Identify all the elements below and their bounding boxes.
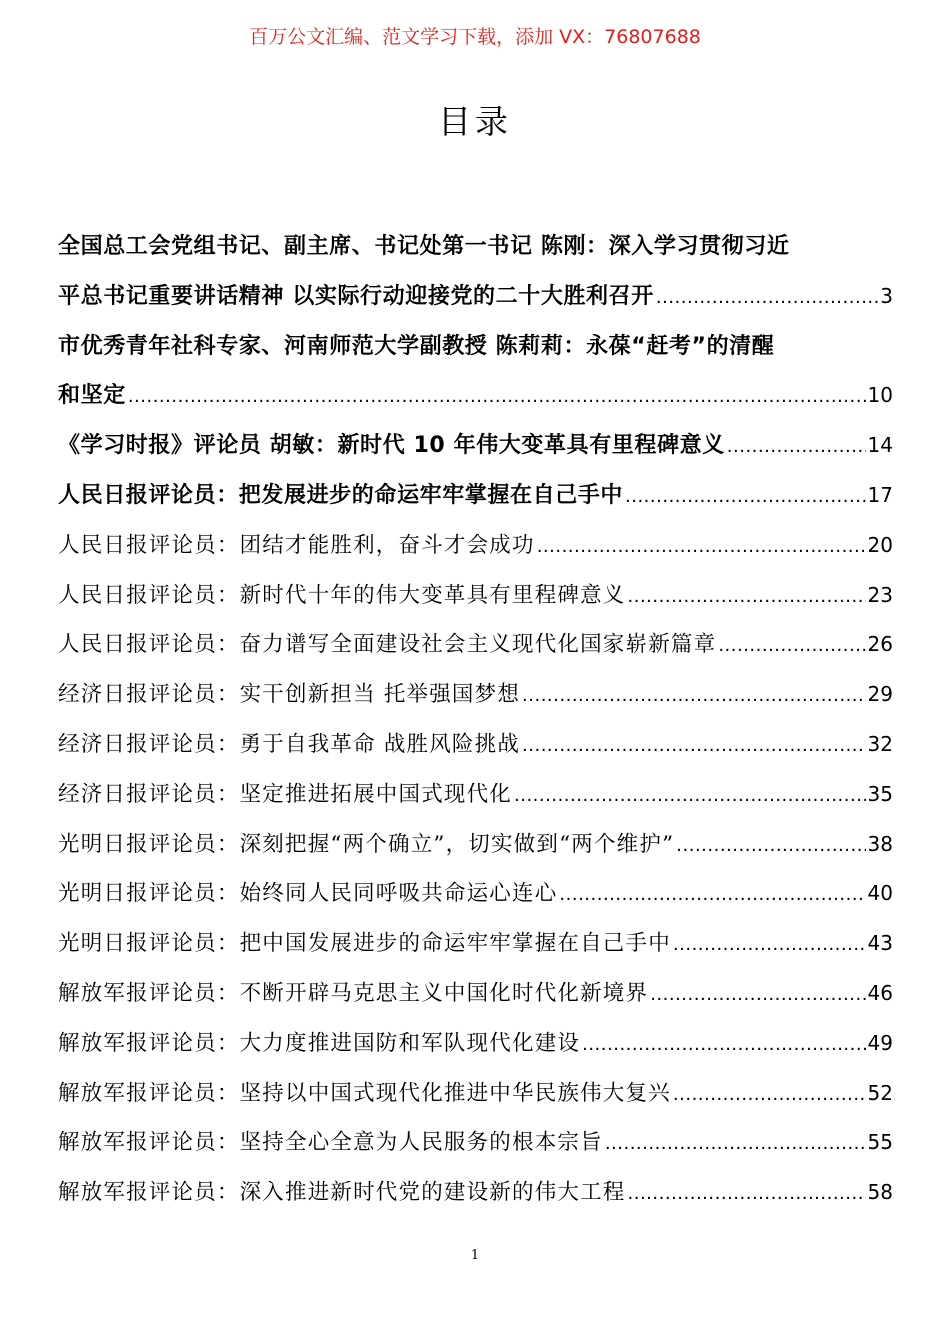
toc-page-number: 26 (867, 632, 893, 657)
toc-entry[interactable] (58, 1069, 893, 1119)
leader-dots (656, 273, 878, 323)
toc-page-number: 55 (867, 1130, 893, 1155)
toc-page-number: 10 (867, 383, 893, 408)
toc-entry-2[interactable] (58, 371, 893, 421)
toc-entry-1-line-1[interactable]: 全国总工会党组书记、副主席、书记处第一书记 陈刚：深入学习贯彻习近 (58, 234, 790, 259)
leader-dots (673, 1070, 866, 1120)
leader-dots (727, 422, 866, 472)
toc-entry-title: 人民日报评论员：新时代十年的伟大变革具有里程碑意义 (58, 582, 626, 608)
toc-entry-1-line-2: 平总书记重要讲话精神 以实际行动迎接党的二十大胜利召开 (58, 283, 654, 309)
toc-page-number: 38 (867, 831, 893, 856)
toc-entry[interactable] (58, 1168, 893, 1218)
toc-entry[interactable] (58, 421, 893, 471)
leader-dots (605, 1119, 866, 1169)
leader-dots (582, 1020, 865, 1070)
toc-entry-title: 解放军报评论员：大力度推进国防和军队现代化建设 (58, 1030, 581, 1056)
leader-dots (625, 472, 866, 522)
header-notice: 百万公文汇编、范文学习下载，添加 VX：76807688 (249, 26, 701, 48)
toc-page-number: 40 (867, 881, 893, 906)
toc-entry-title: 光明日报评论员：始终同人民同呼吸共命运心连心 (58, 881, 558, 907)
leader-dots (628, 572, 866, 622)
toc-entry-2-line-1[interactable]: 市优秀青年社科专家、河南师范大学副教授 陈莉莉：永葆“赶考”的清醒 (58, 333, 775, 359)
toc-entry-title: 《学习时报》评论员 胡敏：新时代 10 年伟大变革具有里程碑意义 (58, 433, 725, 459)
toc-page-number: 46 (867, 980, 893, 1005)
toc-entry-title: 经济日报评论员：实干创新担当 托举强国梦想 (58, 682, 521, 708)
leader-dots (628, 1169, 866, 1219)
toc-page-number: 32 (867, 731, 893, 756)
toc-page-number: 14 (867, 433, 893, 458)
toc-page-number: 20 (867, 532, 893, 557)
toc-entry-title: 解放军报评论员：不断开辟马克思主义中国化时代化新境界 (58, 980, 649, 1006)
toc-entry[interactable] (58, 521, 893, 571)
toc-entry-1[interactable] (58, 272, 893, 322)
toc-entry[interactable] (58, 1019, 893, 1069)
leader-dots (522, 671, 866, 721)
toc-entry-title: 人民日报评论员：奋力谱写全面建设社会主义现代化国家崭新篇章 (58, 632, 717, 658)
toc-page-number: 52 (867, 1080, 893, 1105)
leader-dots (650, 970, 865, 1020)
toc-entry-title: 光明日报评论员：深刻把握“两个确立”，切实做到“两个维护” (58, 831, 675, 857)
toc-entry[interactable] (58, 869, 893, 919)
toc-page-number: 3 (880, 283, 893, 308)
toc-entry-title: 解放军报评论员：坚持以中国式现代化推进中华民族伟大复兴 (58, 1080, 671, 1106)
toc-entry[interactable] (58, 770, 893, 820)
page-number: 1 (470, 1248, 480, 1263)
toc-entry[interactable] (58, 471, 893, 521)
toc-entry-title: 经济日报评论员：勇于自我革命 战胜风险挑战 (58, 731, 521, 757)
toc-page-number: 35 (867, 781, 893, 806)
table-of-contents (58, 222, 893, 1218)
toc-entry[interactable] (58, 1118, 893, 1168)
toc-entry-title: 经济日报评论员：坚定推进拓展中国式现代化 (58, 781, 513, 807)
toc-page-number: 49 (867, 1030, 893, 1055)
toc-entry[interactable] (58, 571, 893, 621)
leader-dots (514, 771, 866, 821)
toc-entry[interactable] (58, 820, 893, 870)
toc-entry-title: 解放军报评论员：坚持全心全意为人民服务的根本宗旨 (58, 1130, 603, 1156)
toc-page-number: 23 (867, 582, 893, 607)
toc-entry-title: 人民日报评论员：团结才能胜利，奋斗才会成功 (58, 532, 535, 558)
toc-entry-2-line-2: 和坚定 (58, 383, 126, 409)
toc-entry-title: 解放军报评论员：深入推进新时代党的建设新的伟大工程 (58, 1180, 626, 1206)
toc-entry[interactable] (58, 969, 893, 1019)
toc-entry[interactable] (58, 670, 893, 720)
toc-page-number: 17 (867, 482, 893, 507)
toc-entry-title: 光明日报评论员：把中国发展进步的命运牢牢掌握在自己手中 (58, 931, 671, 957)
leader-dots (128, 372, 866, 422)
leader-dots (676, 821, 865, 871)
leader-dots (718, 621, 865, 671)
leader-dots (537, 522, 866, 572)
toc-entry[interactable] (58, 720, 893, 770)
toc-page-number: 29 (867, 682, 893, 707)
leader-dots (522, 721, 866, 771)
toc-entry[interactable] (58, 919, 893, 969)
toc-entry[interactable] (58, 620, 893, 670)
leader-dots (673, 920, 866, 970)
toc-page-number: 58 (867, 1180, 893, 1205)
toc-page-number: 43 (867, 931, 893, 956)
leader-dots (559, 870, 865, 920)
page-title: 目录 (438, 102, 512, 141)
toc-entry-title: 人民日报评论员：把发展进步的命运牢牢掌握在自己手中 (58, 482, 624, 508)
